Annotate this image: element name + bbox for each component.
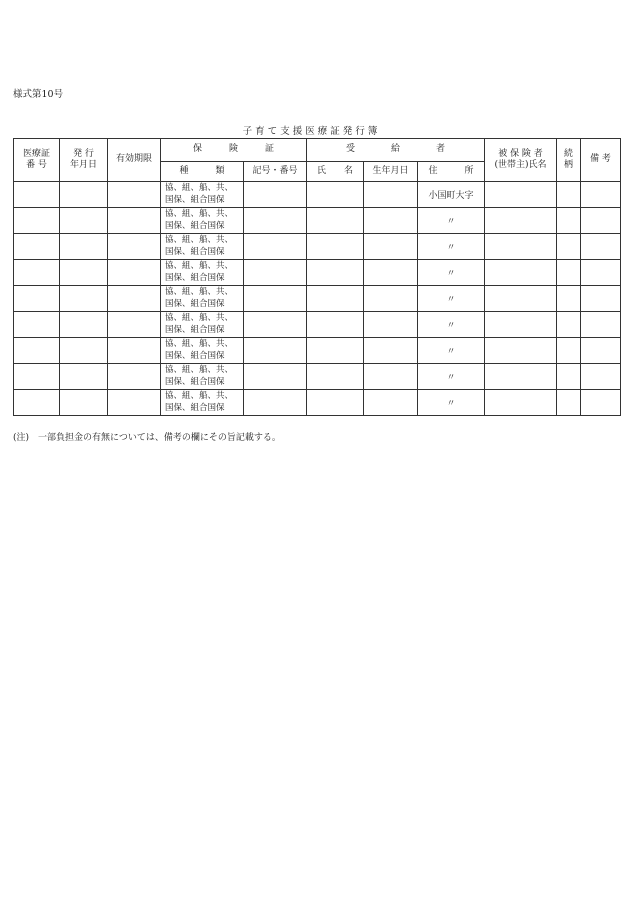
validity-cell[interactable]: [108, 390, 161, 416]
symbol-number-header: 記号・番号: [244, 162, 307, 182]
validity-cell[interactable]: [108, 338, 161, 364]
relationship-cell[interactable]: [557, 390, 581, 416]
symbol-number-cell[interactable]: [244, 208, 307, 234]
issue-date-cell[interactable]: [60, 364, 108, 390]
insured-name-cell[interactable]: [485, 260, 557, 286]
issue-date-cell[interactable]: [60, 182, 108, 208]
insurance-card-header: 保 険 証: [161, 139, 307, 162]
address-cell: 〃: [418, 234, 485, 260]
relationship-cell[interactable]: [557, 234, 581, 260]
table-row: [14, 312, 621, 338]
name-cell[interactable]: [307, 182, 364, 208]
cert-number-cell[interactable]: [14, 338, 60, 364]
issuance-ledger-table: [13, 138, 621, 416]
issue-date-cell[interactable]: [60, 208, 108, 234]
name-cell[interactable]: [307, 234, 364, 260]
insured-name-cell[interactable]: [485, 312, 557, 338]
issue-date-cell[interactable]: [60, 338, 108, 364]
insurance-kind-cell: 協、組、船、共、 国保、組合国保: [161, 364, 244, 390]
table-body: [14, 182, 621, 416]
remarks-cell[interactable]: [581, 260, 621, 286]
name-header: 氏 名: [307, 162, 364, 182]
birth-date-header: 生年月日: [364, 162, 418, 182]
insured-name-cell[interactable]: [485, 286, 557, 312]
relationship-cell[interactable]: [557, 312, 581, 338]
cert-number-header: 医療証 番 号: [14, 139, 60, 182]
validity-cell[interactable]: [108, 182, 161, 208]
relationship-cell[interactable]: [557, 182, 581, 208]
birth-date-cell[interactable]: [364, 208, 418, 234]
remarks-cell[interactable]: [581, 182, 621, 208]
symbol-number-cell[interactable]: [244, 312, 307, 338]
birth-date-cell[interactable]: [364, 312, 418, 338]
table-row: [14, 260, 621, 286]
insured-name-cell[interactable]: [485, 208, 557, 234]
validity-cell[interactable]: [108, 234, 161, 260]
issue-date-cell[interactable]: [60, 260, 108, 286]
symbol-number-cell[interactable]: [244, 338, 307, 364]
validity-cell[interactable]: [108, 364, 161, 390]
cert-number-cell[interactable]: [14, 260, 60, 286]
relationship-cell[interactable]: [557, 364, 581, 390]
birth-date-cell[interactable]: [364, 338, 418, 364]
insured-name-cell[interactable]: [485, 182, 557, 208]
cert-number-cell[interactable]: [14, 208, 60, 234]
table-row: [14, 234, 621, 260]
insured-person-header: 被 保 険 者 (世帯主)氏名: [485, 139, 557, 182]
symbol-number-cell[interactable]: [244, 182, 307, 208]
remarks-cell[interactable]: [581, 234, 621, 260]
issue-date-header: 発 行 年月日: [60, 139, 108, 182]
relationship-cell[interactable]: [557, 286, 581, 312]
birth-date-cell[interactable]: [364, 182, 418, 208]
validity-cell[interactable]: [108, 260, 161, 286]
issue-date-cell[interactable]: [60, 312, 108, 338]
address-cell: 〃: [418, 312, 485, 338]
insurance-kind-header: 種 類: [161, 162, 244, 182]
name-cell[interactable]: [307, 208, 364, 234]
cert-number-cell[interactable]: [14, 364, 60, 390]
insurance-kind-cell: 協、組、船、共、 国保、組合国保: [161, 312, 244, 338]
symbol-number-cell[interactable]: [244, 364, 307, 390]
address-cell: 〃: [418, 208, 485, 234]
insurance-kind-cell: 協、組、船、共、 国保、組合国保: [161, 208, 244, 234]
insured-name-cell[interactable]: [485, 364, 557, 390]
address-cell: 〃: [418, 260, 485, 286]
remarks-cell[interactable]: [581, 364, 621, 390]
insurance-kind-cell: 協、組、船、共、 国保、組合国保: [161, 390, 244, 416]
insured-name-cell[interactable]: [485, 338, 557, 364]
address-cell: 〃: [418, 338, 485, 364]
issue-date-cell[interactable]: [60, 286, 108, 312]
relationship-cell[interactable]: [557, 208, 581, 234]
symbol-number-cell[interactable]: [244, 390, 307, 416]
cert-number-cell[interactable]: [14, 182, 60, 208]
insurance-kind-cell: 協、組、船、共、 国保、組合国保: [161, 182, 244, 208]
table-row: [14, 208, 621, 234]
remarks-cell[interactable]: [581, 338, 621, 364]
name-cell[interactable]: [307, 364, 364, 390]
address-header: 住 所: [418, 162, 485, 182]
footnote: (注) 一部負担金の有無については、備考の欄にその旨記載する。: [13, 433, 281, 443]
insurance-kind-cell: 協、組、船、共、 国保、組合国保: [161, 286, 244, 312]
address-cell: 〃: [418, 364, 485, 390]
address-cell: 〃: [418, 390, 485, 416]
relationship-cell[interactable]: [557, 338, 581, 364]
validity-cell[interactable]: [108, 286, 161, 312]
ledger-title: 子 育 て 支 援 医 療 証 発 行 簿: [242, 126, 378, 137]
birth-date-cell[interactable]: [364, 234, 418, 260]
table-row: [14, 338, 621, 364]
form-number: 様式第10号: [13, 89, 64, 100]
table-header: [14, 139, 621, 182]
name-cell[interactable]: [307, 286, 364, 312]
remarks-cell[interactable]: [581, 286, 621, 312]
relationship-cell[interactable]: [557, 260, 581, 286]
insured-name-cell[interactable]: [485, 234, 557, 260]
validity-cell[interactable]: [108, 312, 161, 338]
insurance-kind-cell: 協、組、船、共、 国保、組合国保: [161, 338, 244, 364]
insurance-kind-cell: 協、組、船、共、 国保、組合国保: [161, 234, 244, 260]
name-cell[interactable]: [307, 390, 364, 416]
address-cell: 〃: [418, 286, 485, 312]
table-row: [14, 390, 621, 416]
cert-number-cell[interactable]: [14, 312, 60, 338]
insurance-kind-cell: 協、組、船、共、 国保、組合国保: [161, 260, 244, 286]
birth-date-cell[interactable]: [364, 260, 418, 286]
birth-date-cell[interactable]: [364, 286, 418, 312]
symbol-number-cell[interactable]: [244, 260, 307, 286]
insured-name-cell[interactable]: [485, 390, 557, 416]
symbol-number-cell[interactable]: [244, 234, 307, 260]
issue-date-cell[interactable]: [60, 390, 108, 416]
name-cell[interactable]: [307, 312, 364, 338]
table-row: [14, 364, 621, 390]
validity-cell[interactable]: [108, 208, 161, 234]
address-cell: 小国町大字: [418, 182, 485, 208]
relationship-header: 続 柄: [557, 139, 581, 182]
symbol-number-cell[interactable]: [244, 286, 307, 312]
remarks-header: 備 考: [581, 139, 621, 182]
cert-number-cell[interactable]: [14, 234, 60, 260]
cert-number-cell[interactable]: [14, 390, 60, 416]
name-cell[interactable]: [307, 260, 364, 286]
recipient-header: 受 給 者: [307, 139, 485, 162]
table-row: [14, 182, 621, 208]
remarks-cell[interactable]: [581, 208, 621, 234]
cert-number-cell[interactable]: [14, 286, 60, 312]
table-row: [14, 286, 621, 312]
name-cell[interactable]: [307, 338, 364, 364]
remarks-cell[interactable]: [581, 312, 621, 338]
remarks-cell[interactable]: [581, 390, 621, 416]
issue-date-cell[interactable]: [60, 234, 108, 260]
validity-header: 有効期限: [108, 139, 161, 182]
birth-date-cell[interactable]: [364, 390, 418, 416]
birth-date-cell[interactable]: [364, 364, 418, 390]
